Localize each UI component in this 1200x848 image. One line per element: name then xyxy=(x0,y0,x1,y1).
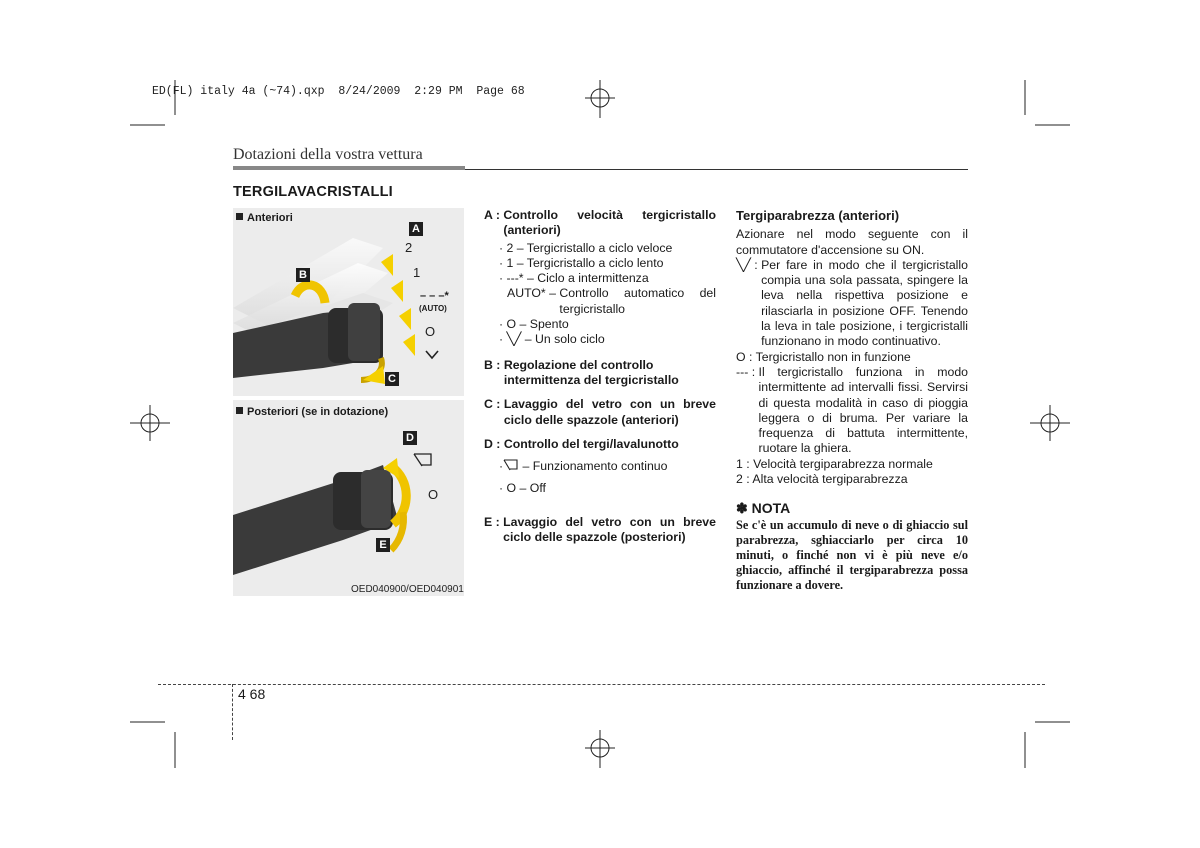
wiper-speed-2: 2 : Alta velocità tergiparabrezza xyxy=(736,472,908,487)
item-a-auto: AUTO* – Controllo automatico del tergicristallo xyxy=(507,286,716,316)
item-a-5: · ╲╱ – Un solo ciclo xyxy=(499,332,605,347)
header-rule-thick xyxy=(233,166,465,170)
position-off: O xyxy=(425,324,436,339)
section-title: Dotazioni della vostra vettura xyxy=(233,146,423,163)
controls-column xyxy=(484,208,716,545)
rear-figure-label: Posteriori (se in dotazione) xyxy=(236,406,388,418)
position-1: 1 xyxy=(413,265,421,280)
item-a-2: · 1 – Tergicristallo a ciclo lento xyxy=(499,255,664,270)
wiper-intermittent: --- : Il tergicristallo funziona in modo intermittente ad intervalli fissi. Servirsi di questa modalità in caso di pioggia leggera o di bruma. Per variare la frequenza di battuta intermittente, ruotare la ghiera. xyxy=(736,364,968,456)
label-a: A xyxy=(409,222,423,236)
slug-line: ED(FL) italy 4a (~74).qxp 8/24/2009 2:29 PM Page 68 xyxy=(152,85,525,98)
position-auto: (AUTO) xyxy=(419,304,447,313)
page-number: 4 68 xyxy=(238,686,266,702)
item-a: A : Controllo velocità tergicristallo (anteriori) xyxy=(484,208,716,238)
item-d-list xyxy=(484,458,716,497)
wiper-column xyxy=(736,208,968,593)
figure-code: OED040900/OED040901 xyxy=(351,584,464,595)
single-cycle-icon xyxy=(425,350,439,360)
rear-wiper-icon xyxy=(503,458,519,472)
note-text: Se c'è un accumulo di neve o di ghiaccio sul parabrezza, sghiacciarlo per circa 10 minuti, o finché non vi è più neve e/o ghiaccio, affinché il tergiparabrezza possa funzionare a dovere. xyxy=(736,517,968,592)
item-c: C : Lavaggio del vetro con un breve ciclo delle spazzole (anteriori) xyxy=(484,397,716,427)
item-d: D : Controllo del tergi/lavalunotto xyxy=(484,436,679,451)
item-a-3: · ---* – Ciclo a intermittenza xyxy=(499,271,649,286)
label-b: B xyxy=(296,268,310,282)
item-d-2: · O – Off xyxy=(499,481,546,496)
label-d: D xyxy=(403,431,417,445)
item-d-1: · – Funzionamento continuo xyxy=(499,459,668,474)
front-figure xyxy=(233,208,464,396)
position-2: 2 xyxy=(405,240,413,255)
rear-wiper-icon xyxy=(413,452,433,468)
position-intermittent: – – –* xyxy=(420,290,449,302)
item-b: B : Regolazione del controllo intermittenza del tergicristallo xyxy=(484,357,679,387)
item-a-list xyxy=(484,241,716,348)
footer-dashed-rule xyxy=(158,684,1045,685)
wiper-intro: Azionare nel modo seguente con il commutatore d'accensione su ON. xyxy=(736,227,968,257)
wiper-speed-1: 1 : Velocità tergiparabrezza normale xyxy=(736,456,933,471)
item-a-4: · O – Spento xyxy=(499,317,569,332)
wiper-title: Tergiparabrezza (anteriori) xyxy=(736,208,900,223)
front-figure-label: Anteriori xyxy=(236,212,293,224)
item-a-1: · 2 – Tergicristallo a ciclo veloce xyxy=(499,240,673,255)
item-e: E : Lavaggio del vetro con un breve ciclo delle spazzole (posteriori) xyxy=(484,514,716,545)
footer-dashed-divider xyxy=(232,684,233,740)
label-e: E xyxy=(376,538,390,552)
wiper-single: ╲╱ : Per fare in modo che il tergicristallo compia una sola passata, spingere la leva nella rispettiva posizione e rilasciarla in posizione OFF. Tenendo la leva in tale posizione, i tergicristalli funzionano in modo continuativo. xyxy=(736,257,968,349)
wiper-off: O : Tergicristallo non in funzione xyxy=(736,349,911,364)
rear-figure xyxy=(233,400,464,596)
rear-position-off: O xyxy=(428,487,439,502)
page-heading: TERGILAVACRISTALLI xyxy=(233,184,393,200)
note-title: ✽ NOTA xyxy=(736,500,791,517)
header-rule-thin xyxy=(465,169,968,170)
front-stalk-illustration xyxy=(233,208,464,396)
label-c: C xyxy=(385,372,399,386)
